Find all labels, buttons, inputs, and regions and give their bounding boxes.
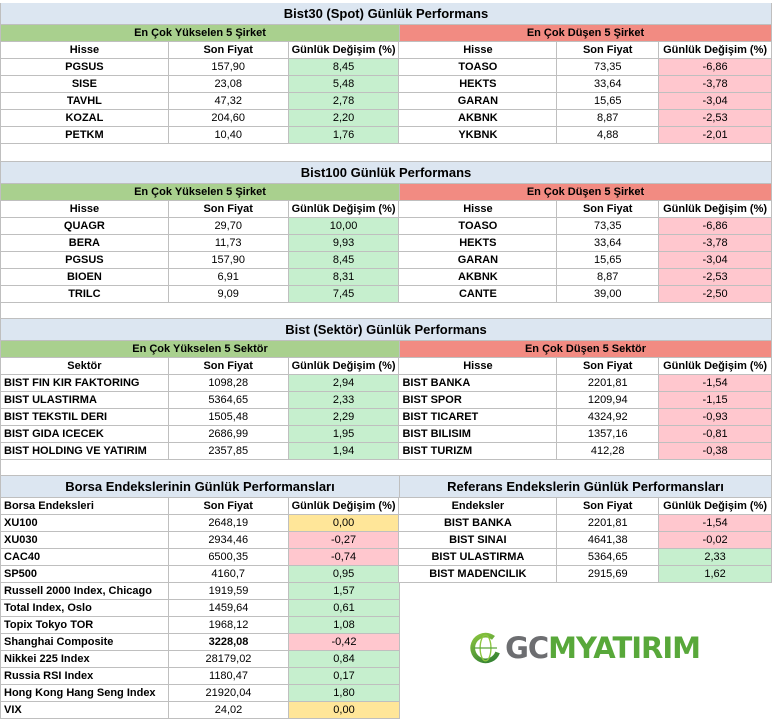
bist30-column-header [0,42,772,59]
sector-down-title: En Çok Düşen 5 Sektör [400,341,772,358]
spacer-row [0,144,772,162]
table-row [0,218,772,235]
index-name: Russia RSI Index [0,668,169,685]
col-change: Günlük Değişim (%) [289,201,400,218]
index-name: VIX [0,702,169,719]
down-change: -1,15 [659,392,772,409]
logo-text-gc: GC [505,631,549,665]
bist30-title: Bist30 (Spot) Günlük Performans [0,3,772,25]
reference-title: Referans Endekslerin Günlük Performansları [400,476,772,498]
table-row [0,375,772,392]
bist100-title: Bist100 Günlük Performans [0,162,772,184]
down-price: 4,88 [557,127,659,144]
down-name: HEKTS [399,235,557,252]
bist30-down-title: En Çok Düşen 5 Şirket [400,25,772,42]
up-price: 2357,85 [169,443,289,460]
ref-name: BIST MADENCILIK [399,566,557,583]
bist100-title-row [0,162,772,184]
spacer [0,144,772,162]
table-row [0,110,772,127]
col-price: Son Fiyat [557,358,659,375]
ref-price: 2201,81 [557,515,659,532]
up-change: 10,00 [289,218,400,235]
down-price: 2201,81 [557,375,659,392]
col-change: Günlük Değişim (%) [289,498,400,515]
up-price: 9,09 [169,286,289,303]
table-row [0,515,772,532]
down-change: -2,53 [659,110,772,127]
down-name: AKBNK [399,110,557,127]
up-change: 5,48 [289,76,400,93]
down-name: BIST BANKA [399,375,557,392]
down-change: -3,78 [659,76,772,93]
col-change: Günlük Değişim (%) [289,42,400,59]
table-row [0,583,401,600]
down-change: -2,50 [659,286,772,303]
up-price: 47,32 [169,93,289,110]
index-name: Nikkei 225 Index [0,651,169,668]
down-price: 15,65 [557,93,659,110]
index-name: SP500 [0,566,169,583]
table-row [0,685,401,702]
index-price: 21920,04 [169,685,289,702]
up-change: 2,78 [289,93,400,110]
table-row [0,392,772,409]
table-row [0,426,772,443]
down-change: -2,53 [659,269,772,286]
up-change: 2,33 [289,392,400,409]
index-price: 3228,08 [169,634,289,651]
up-price: 2686,99 [169,426,289,443]
index-price: 1968,12 [169,617,289,634]
col-change: Günlük Değişim (%) [659,498,772,515]
up-price: 10,40 [169,127,289,144]
logo-text-m: M [548,631,577,665]
index-price: 2648,19 [169,515,289,532]
col-change: Günlük Değişim (%) [659,358,772,375]
down-price: 1357,16 [557,426,659,443]
col-ref-name: Endeksler [399,498,557,515]
indices-title: Borsa Endekslerinin Günlük Performansları [0,476,400,498]
index-change: 0,17 [289,668,400,685]
down-change: -3,04 [659,252,772,269]
spacer-row [0,460,772,476]
index-price: 1180,47 [169,668,289,685]
bist30-up-title: En Çok Yükselen 5 Şirket [0,25,400,42]
index-name: XU100 [0,515,169,532]
down-change: -2,01 [659,127,772,144]
table-row [0,443,772,460]
up-price: 157,90 [169,252,289,269]
up-name: BERA [0,235,169,252]
table-row [0,617,401,634]
col-price: Son Fiyat [169,358,289,375]
bist30-title-row [0,3,772,25]
down-name: AKBNK [399,269,557,286]
up-name: PGSUS [0,252,169,269]
col-hisse: Hisse [0,42,169,59]
index-change: 0,00 [289,702,400,719]
up-name: KOZAL [0,110,169,127]
up-name: BIST TEKSTIL DERI [0,409,169,426]
spacer [0,460,772,476]
down-change: -3,04 [659,93,772,110]
up-name: BIOEN [0,269,169,286]
bist100-column-header [0,201,772,218]
down-price: 33,64 [557,235,659,252]
down-change: -0,81 [659,426,772,443]
up-change: 8,45 [289,59,400,76]
logo-text [505,631,700,665]
up-change: 2,94 [289,375,400,392]
col-price: Son Fiyat [169,498,289,515]
down-change: -3,78 [659,235,772,252]
sector-title: Bist (Sektör) Günlük Performans [0,319,772,341]
globe-icon [470,625,501,671]
up-name: PGSUS [0,59,169,76]
up-price: 5364,65 [169,392,289,409]
index-price: 28179,02 [169,651,289,668]
down-name: CANTE [399,286,557,303]
sector-title-row [0,319,772,341]
up-change: 1,94 [289,443,400,460]
ref-change: -1,54 [659,515,772,532]
col-hisse: Hisse [399,42,557,59]
up-name: QUAGR [0,218,169,235]
gcm-yatirim-logo [470,623,700,673]
down-change: -6,86 [659,218,772,235]
col-index-name: Borsa Endeksleri [0,498,169,515]
logo-text-yatirim: YATIRIM [576,631,700,665]
down-price: 73,35 [557,59,659,76]
up-price: 157,90 [169,59,289,76]
ref-name: BIST SINAI [399,532,557,549]
col-change: Günlük Değişim (%) [289,358,400,375]
index-price: 2934,46 [169,532,289,549]
ref-change: 1,62 [659,566,772,583]
indices-title-row [0,476,772,498]
table-row [0,286,772,303]
up-price: 1505,48 [169,409,289,426]
down-name: TOASO [399,218,557,235]
table-row [0,59,772,76]
index-change: 1,08 [289,617,400,634]
down-name: GARAN [399,93,557,110]
index-name: Shanghai Composite [0,634,169,651]
index-name: Russell 2000 Index, Chicago [0,583,169,600]
table-row [0,702,401,719]
table-row [0,235,772,252]
table-row [0,634,401,651]
index-change: 1,80 [289,685,400,702]
index-change: -0,42 [289,634,400,651]
table-row [0,252,772,269]
ref-change: -0,02 [659,532,772,549]
ref-change: 2,33 [659,549,772,566]
col-hisse: Hisse [399,201,557,218]
index-name: Hong Kong Hang Seng Index [0,685,169,702]
index-price: 1919,59 [169,583,289,600]
sector-column-header [0,358,772,375]
index-change: 0,00 [289,515,400,532]
down-change: -1,54 [659,375,772,392]
ref-price: 2915,69 [557,566,659,583]
col-sector: Sektör [0,358,169,375]
sector-group-header [0,341,772,358]
down-name: BIST BILISIM [399,426,557,443]
up-change: 8,45 [289,252,400,269]
up-price: 204,60 [169,110,289,127]
bist100-group-header [0,184,772,201]
indices-column-header [0,498,772,515]
ref-name: BIST ULASTIRMA [399,549,557,566]
table-row [0,651,401,668]
table-row [0,600,401,617]
bist100-down-title: En Çok Düşen 5 Şirket [400,184,772,201]
up-name: BIST GIDA ICECEK [0,426,169,443]
up-name: SISE [0,76,169,93]
table-row [0,127,772,144]
down-name: YKBNK [399,127,557,144]
down-change: -0,93 [659,409,772,426]
up-name: BIST HOLDING VE YATIRIM [0,443,169,460]
up-name: PETKM [0,127,169,144]
col-hisse: Hisse [0,201,169,218]
table-row [0,566,772,583]
down-price: 15,65 [557,252,659,269]
index-change: 0,61 [289,600,400,617]
bist30-group-header [0,25,772,42]
up-change: 7,45 [289,286,400,303]
spacer [0,303,772,319]
col-price: Son Fiyat [169,201,289,218]
up-change: 8,31 [289,269,400,286]
down-name: GARAN [399,252,557,269]
col-price: Son Fiyat [557,498,659,515]
index-name: Topix Tokyo TOR [0,617,169,634]
table-row [0,269,772,286]
up-change: 2,29 [289,409,400,426]
col-price: Son Fiyat [557,42,659,59]
col-price: Son Fiyat [557,201,659,218]
down-name: TOASO [399,59,557,76]
down-price: 39,00 [557,286,659,303]
up-change: 1,95 [289,426,400,443]
down-price: 1209,94 [557,392,659,409]
down-price: 33,64 [557,76,659,93]
index-price: 24,02 [169,702,289,719]
down-change: -6,86 [659,59,772,76]
down-name: HEKTS [399,76,557,93]
down-name: BIST SPOR [399,392,557,409]
ref-price: 4641,38 [557,532,659,549]
index-change: -0,27 [289,532,400,549]
index-change: 0,84 [289,651,400,668]
table-row [0,409,772,426]
index-change: -0,74 [289,549,400,566]
bist100-up-title: En Çok Yükselen 5 Şirket [0,184,400,201]
up-change: 9,93 [289,235,400,252]
up-price: 6,91 [169,269,289,286]
sector-up-title: En Çok Yükselen 5 Sektör [0,341,400,358]
index-price: 1459,64 [169,600,289,617]
index-name: Total Index, Oslo [0,600,169,617]
ref-price: 5364,65 [557,549,659,566]
down-price: 412,28 [557,443,659,460]
up-price: 11,73 [169,235,289,252]
down-price: 8,87 [557,110,659,127]
col-price: Son Fiyat [169,42,289,59]
index-name: XU030 [0,532,169,549]
index-price: 6500,35 [169,549,289,566]
up-price: 23,08 [169,76,289,93]
spacer-row [0,303,772,319]
up-change: 2,20 [289,110,400,127]
down-name: BIST TICARET [399,409,557,426]
col-change: Günlük Değişim (%) [659,201,772,218]
ref-name: BIST BANKA [399,515,557,532]
up-name: TRILC [0,286,169,303]
down-change: -0,38 [659,443,772,460]
table-row [0,93,772,110]
up-price: 29,70 [169,218,289,235]
down-name: BIST TURIZM [399,443,557,460]
index-name: CAC40 [0,549,169,566]
up-price: 1098,28 [169,375,289,392]
col-change: Günlük Değişim (%) [659,42,772,59]
up-name: TAVHL [0,93,169,110]
down-price: 8,87 [557,269,659,286]
down-price: 73,35 [557,218,659,235]
table-row [0,668,401,685]
up-name: BIST ULASTIRMA [0,392,169,409]
table-row [0,549,772,566]
index-change: 0,95 [289,566,400,583]
index-change: 1,57 [289,583,400,600]
up-name: BIST FIN KIR FAKTORING [0,375,169,392]
table-row [0,76,772,93]
index-price: 4160,7 [169,566,289,583]
table-row [0,532,772,549]
col-hisse: Hisse [399,358,557,375]
down-price: 4324,92 [557,409,659,426]
up-change: 1,76 [289,127,400,144]
